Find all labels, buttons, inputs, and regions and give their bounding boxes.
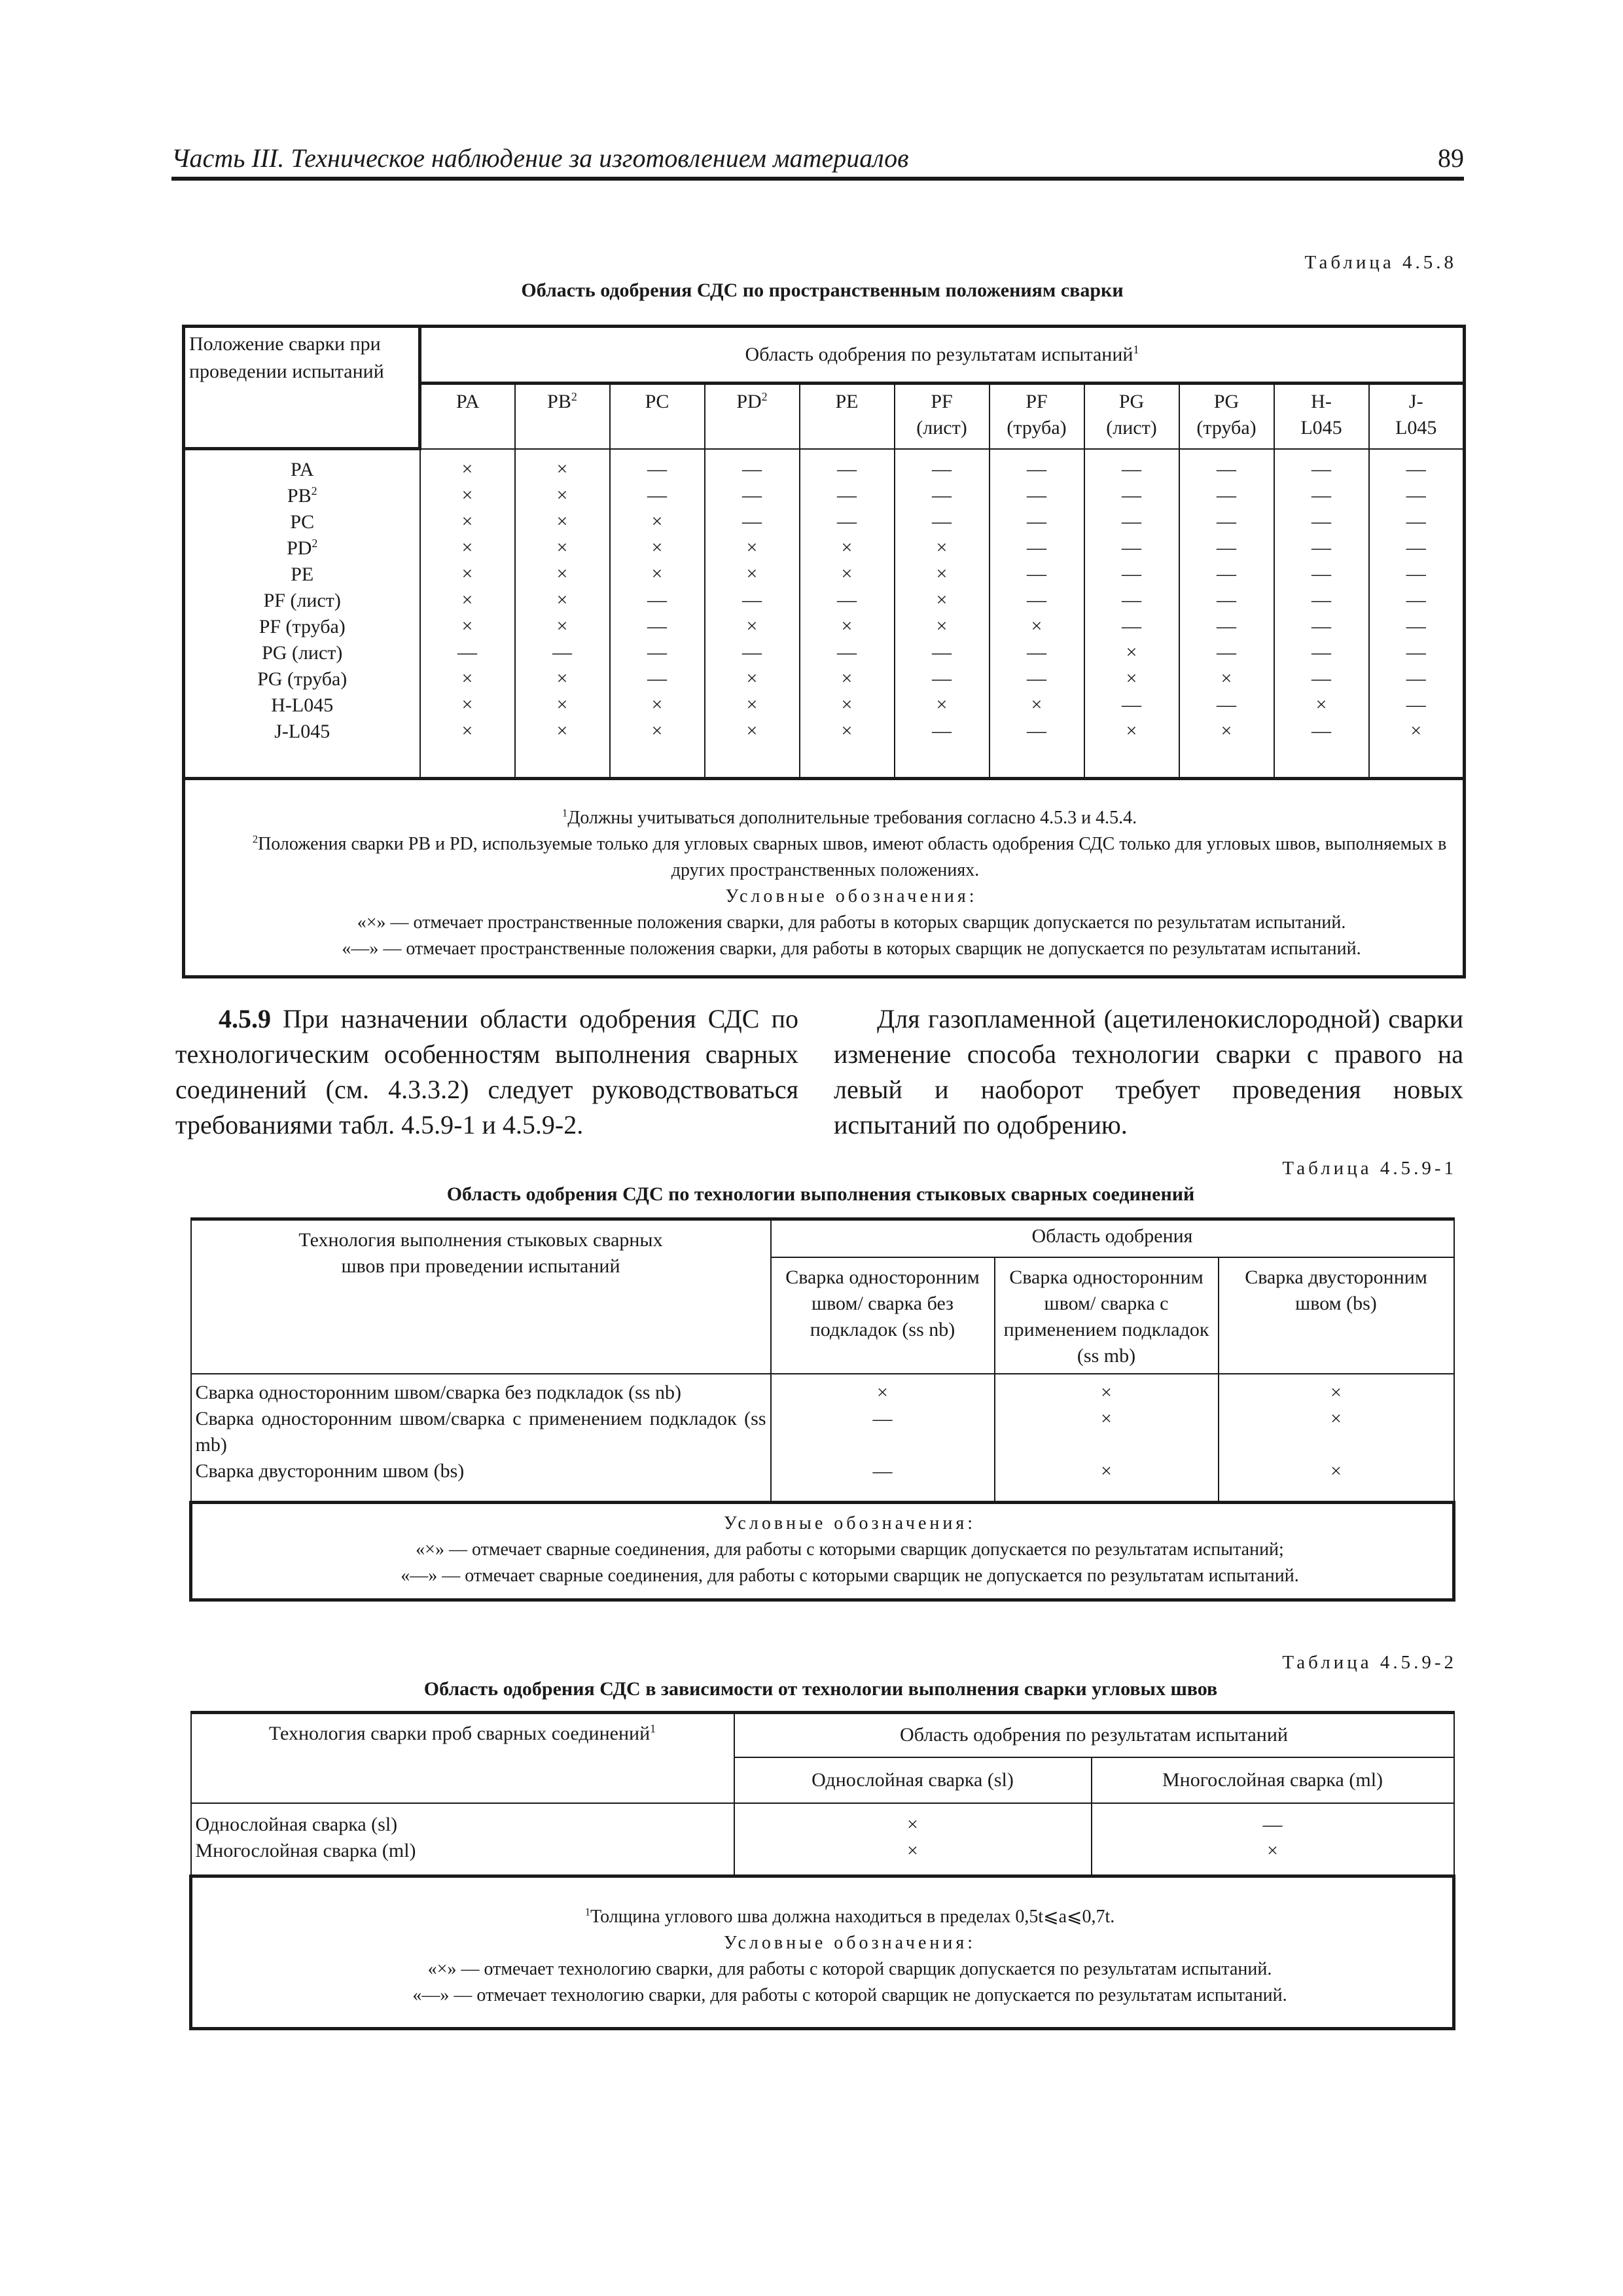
col-head-10 — [1369, 384, 1465, 449]
col-head-9 — [1274, 384, 1369, 449]
mark-cell: × — [1031, 615, 1043, 637]
row-label — [189, 692, 416, 719]
mark-cell: × — [841, 562, 853, 584]
mark-cell: × — [746, 562, 758, 584]
mark-cell: × — [936, 588, 948, 611]
row-label — [189, 614, 416, 640]
mark-cell: × — [651, 719, 663, 742]
mark-cell: × — [841, 719, 853, 742]
marks-col-ml — [1092, 1803, 1454, 1876]
table-4-5-9-1-notes — [191, 1503, 1454, 1600]
mark-cell: — — [1406, 588, 1426, 611]
legend-title: Условные обозначения: — [723, 1513, 976, 1534]
mark-cell: — — [1311, 641, 1331, 663]
mark-cell: — — [932, 510, 952, 532]
mark-cell: — — [1406, 615, 1426, 637]
col-head-main: PB — [547, 391, 571, 412]
col-head-ss-nb: Сварка односторонним швом/ сварка без подкладок (ss nb) — [771, 1257, 995, 1374]
mark: × — [1330, 1381, 1342, 1403]
mark-cell: — — [1027, 588, 1046, 611]
col-head-sup: 2 — [761, 390, 768, 403]
col-head-main: J- — [1408, 391, 1423, 412]
mark: × — [1101, 1381, 1112, 1403]
mark-cell: — — [1027, 641, 1046, 663]
row-label — [189, 640, 416, 666]
mark-cell: — — [1406, 510, 1426, 532]
legend-dash: «—» — отмечает сварные соединения, для работы с которыми сварщик не допускается по результатам испытаний. — [401, 1566, 1299, 1586]
mark-cell: — — [1406, 536, 1426, 558]
footnote-ref-1: 1 — [650, 1722, 656, 1735]
section-number: 4.5.9 — [219, 1004, 271, 1033]
mark-cell: × — [1315, 693, 1327, 715]
mark-cell: × — [746, 667, 758, 689]
mark-cell: — — [1217, 562, 1236, 584]
col-head-main: PC — [645, 391, 669, 412]
row-label — [189, 535, 416, 562]
mark-cell: — — [457, 641, 477, 663]
marks-col-ss-mb — [995, 1374, 1219, 1503]
marks-col-bs — [1219, 1374, 1454, 1503]
mark-cell: × — [461, 588, 473, 611]
rowhead-position: Положение сварки при проведении испытаний — [184, 327, 420, 449]
mark-cell: — — [742, 588, 762, 611]
mark-cell: × — [461, 719, 473, 742]
legend-title: Условные обозначения: — [723, 1933, 976, 1953]
col-head-1 — [515, 384, 610, 449]
table-4-5-8-title: Область одобрения СДС по пространственным положениям сварки — [521, 279, 1124, 301]
col-head-sup: 2 — [571, 390, 577, 403]
mark-cell: × — [1221, 719, 1232, 742]
row-label — [189, 509, 416, 535]
row-sl: Однослойная сварка (sl) — [195, 1813, 398, 1835]
marks-column-3 — [705, 449, 800, 779]
mark-cell: × — [746, 536, 758, 558]
marks-column-2 — [610, 449, 705, 779]
mark-cell: — — [1217, 588, 1236, 611]
footnote-mark-2: 2 — [252, 833, 259, 846]
row-labels-column — [184, 449, 420, 779]
col-head-main: PA — [455, 391, 480, 412]
mark-cell: — — [1122, 510, 1141, 532]
rowhead-butt-technology: Технология выполнения стыковых сварных швов при проведении испытаний — [191, 1219, 771, 1374]
paragraph-gas-welding: Для газопламенной (ацетиленокислородной) сварки изменение способа технологии сварки с правого на левый и наоборот требует проведения новых испытаний по одобрению. — [834, 1004, 1463, 1139]
mark-cell: × — [461, 615, 473, 637]
row-label — [189, 457, 416, 483]
mark-cell: × — [556, 615, 568, 637]
mark-cell: — — [932, 457, 952, 480]
col-head-4 — [800, 384, 895, 449]
mark-cell: × — [556, 457, 568, 480]
col-head-7 — [1084, 384, 1179, 449]
mark-cell: × — [1126, 719, 1137, 742]
table-4-5-9-1-number: Таблица 4.5.9-1 — [1282, 1158, 1457, 1179]
col-head-0 — [420, 384, 515, 449]
table-4-5-9-2-title: Область одобрения СДС в зависимости от технологии выполнения сварки угловых швов — [423, 1678, 1218, 1700]
mark-cell: — — [1217, 615, 1236, 637]
page-number: 89 — [1438, 143, 1464, 173]
mark-cell: — — [1122, 693, 1141, 715]
mark-cell: × — [556, 484, 568, 506]
mark-cell: — — [647, 457, 667, 480]
col-head-main: PE — [835, 391, 859, 412]
mark-cell: — — [1311, 719, 1331, 742]
mark-cell: × — [556, 588, 568, 611]
mark-cell: — — [1311, 667, 1331, 689]
mark-cell: × — [461, 510, 473, 532]
row-label — [189, 666, 416, 692]
mark-cell: × — [841, 693, 853, 715]
marks-column-10 — [1369, 449, 1465, 779]
mark-cell: — — [1406, 484, 1426, 506]
mark-cell: — — [932, 667, 952, 689]
mark-cell: — — [1122, 484, 1141, 506]
mark-cell: — — [837, 510, 857, 532]
mark-cell: — — [1311, 484, 1331, 506]
colgroup-approval-area: Область одобрения — [771, 1219, 1454, 1257]
col-head-ml: Многослойная сварка (ml) — [1092, 1757, 1454, 1803]
mark-cell: × — [1126, 641, 1137, 663]
footnote-mark-1: 1 — [584, 1905, 591, 1918]
mark: × — [907, 1813, 918, 1835]
table-4-5-8-number: Таблица 4.5.8 — [1304, 252, 1457, 273]
row-label-text: PG (лист) — [262, 642, 343, 664]
row-label-sup: 2 — [312, 537, 318, 550]
mark: × — [1101, 1407, 1112, 1429]
mark-cell: — — [1027, 719, 1046, 742]
mark-cell: — — [742, 484, 762, 506]
mark-cell: — — [932, 484, 952, 506]
mark-cell: — — [1027, 562, 1046, 584]
mark-cell: — — [647, 667, 667, 689]
mark-cell: — — [647, 484, 667, 506]
col-head-main: PG — [1118, 391, 1145, 412]
mark-cell: × — [556, 562, 568, 584]
table-4-5-9-2 — [189, 1711, 1455, 2030]
header-rule — [171, 177, 1464, 181]
legend-cross: «×» — отмечает пространственные положения сварки, для работы в которых сварщик допускается по результатам испытаний. — [357, 912, 1346, 933]
col-head-sub: (лист) — [1106, 417, 1157, 439]
mark-cell: × — [556, 536, 568, 558]
row-label — [189, 719, 416, 745]
mark-cell: × — [936, 693, 948, 715]
colgroup-approval-text: Область одобрения по результатам испытаний — [745, 344, 1133, 365]
paragraph-4-5-9 — [175, 1001, 798, 1143]
row-label — [189, 588, 416, 614]
table-4-5-9-2-notes — [191, 1876, 1454, 2029]
mark-cell: — — [1217, 536, 1236, 558]
mark: — — [1262, 1813, 1283, 1835]
mark: × — [877, 1381, 888, 1403]
row-label-text: PE — [291, 564, 314, 585]
mark-cell: × — [936, 562, 948, 584]
col-head-3 — [705, 384, 800, 449]
mark-cell: — — [742, 510, 762, 532]
mark-cell: — — [1027, 667, 1046, 689]
rowhead-fillet-technology-text: Технология сварки проб сварных соединений — [268, 1723, 651, 1744]
mark-cell: — — [1406, 641, 1426, 663]
mark-cell: — — [647, 641, 667, 663]
mark-cell: — — [1406, 562, 1426, 584]
legend-dash: «—» — отмечает пространственные положения сварки, для работы в которых сварщик не допускается по результатам испытаний. — [342, 939, 1361, 959]
row-label-text: PC — [290, 511, 315, 533]
mark-cell: — — [552, 641, 572, 663]
mark-cell: — — [837, 484, 857, 506]
mark-cell: — — [837, 457, 857, 480]
row-label-text: PB — [287, 485, 312, 507]
marks-column-9 — [1274, 449, 1369, 779]
mark-cell: — — [1217, 457, 1236, 480]
mark-cell: — — [1311, 588, 1331, 611]
mark-cell: × — [461, 562, 473, 584]
mark-cell: × — [841, 667, 853, 689]
mark-cell: × — [936, 615, 948, 637]
mark-cell: — — [1311, 457, 1331, 480]
col-head-sub: (лист) — [916, 417, 967, 439]
mark-cell: × — [651, 510, 663, 532]
row-label — [189, 483, 416, 509]
mark-cell: — — [1122, 457, 1141, 480]
mark-cell: × — [746, 719, 758, 742]
row-ss-mb: Сварка односторонним швом/сварка с применением подкладок (ss mb) — [195, 1407, 766, 1456]
mark-cell: — — [742, 457, 762, 480]
mark-cell: × — [556, 719, 568, 742]
mark-cell: × — [1410, 719, 1422, 742]
rowlabels-fillet — [191, 1803, 734, 1876]
row-label-text: PF (лист) — [263, 590, 341, 611]
table-4-5-8-notes — [184, 779, 1465, 977]
legend-cross: «×» — отмечает сварные соединения, для работы с которыми сварщик допускается по результатам испытаний; — [416, 1539, 1284, 1560]
col-head-main: PF — [931, 391, 953, 412]
mark-cell: — — [837, 588, 857, 611]
col-head-sub: L045 — [1300, 417, 1342, 439]
mark-cell: × — [841, 615, 853, 637]
paragraph-4-5-9-text: При назначении области одобрения СДС по технологическим особенностям выполнения сварных соединений (см. 4.3.3.2) следует руководствоваться требованиями табл. 4.5.9-1 и 4.5.9-2. — [175, 1004, 798, 1139]
mark-cell: — — [1311, 510, 1331, 532]
mark-cell: × — [461, 484, 473, 506]
mark-cell: × — [556, 693, 568, 715]
mark: × — [1267, 1839, 1278, 1861]
footnote-1: Должны учитываться дополнительные требования согласно 4.5.3 и 4.5.4. — [567, 808, 1137, 828]
mark-cell: — — [1027, 510, 1046, 532]
mark: — — [872, 1460, 893, 1482]
marks-column-6 — [990, 449, 1084, 779]
mark-cell: — — [1311, 615, 1331, 637]
col-head-5 — [895, 384, 990, 449]
table-4-5-9-1-title: Область одобрения СДС по технологии выполнения стыковых сварных соединений — [446, 1183, 1195, 1205]
mark-cell: — — [1311, 562, 1331, 584]
colgroup-approval — [420, 327, 1465, 384]
mark-cell: × — [461, 667, 473, 689]
col-head-sub: (труба) — [1007, 417, 1067, 439]
col-head-main: PD — [736, 391, 762, 412]
col-head-main: H- — [1311, 391, 1332, 412]
rowlabels-butt — [191, 1374, 771, 1503]
marks-column-8 — [1179, 449, 1274, 779]
footnote-mark-1: 1 — [562, 806, 568, 819]
row-ml: Многослойная сварка (ml) — [195, 1839, 416, 1861]
mark-cell: — — [932, 641, 952, 663]
mark-cell: — — [742, 641, 762, 663]
row-label-text: PA — [290, 459, 314, 480]
col-head-ss-mb: Сварка односторонним швом/ сварка с применением подкладок (ss mb) — [995, 1257, 1219, 1374]
marks-column-5 — [895, 449, 990, 779]
mark-cell: — — [1217, 510, 1236, 532]
mark-cell: — — [1122, 562, 1141, 584]
mark-cell: × — [461, 457, 473, 480]
row-ss-nb: Сварка односторонним швом/сварка без подкладок (ss nb) — [195, 1381, 681, 1403]
table-4-5-9-2-number: Таблица 4.5.9-2 — [1282, 1652, 1457, 1673]
running-header-title: Часть III. Техническое наблюдение за изготовлением материалов — [171, 143, 909, 173]
col-head-sub: L045 — [1395, 417, 1437, 439]
mark-cell: — — [932, 719, 952, 742]
mark-cell: — — [1122, 588, 1141, 611]
footnote-2: Положения сварки PB и PD, используемые только для угловых сварных швов, имеют область одобрения СДС только для угловых швов, выполняемых в других пространственных положениях. — [258, 834, 1447, 880]
rowhead-fillet-technology — [191, 1713, 734, 1803]
row-bs: Сварка двусторонним швом (bs) — [195, 1460, 465, 1482]
mark-cell: × — [936, 536, 948, 558]
marks-col-sl — [734, 1803, 1092, 1876]
mark-cell: × — [841, 536, 853, 558]
row-label-sup: 2 — [311, 484, 317, 497]
row-label-text: PG (труба) — [257, 668, 348, 690]
colgroup-approval-results: Область одобрения по результатам испытаний — [734, 1713, 1454, 1757]
col-head-8 — [1179, 384, 1274, 449]
legend-dash: «—» — отмечает технологию сварки, для работы с которой сварщик не допускается по результатам испытаний. — [412, 1985, 1287, 2005]
mark-cell: — — [647, 588, 667, 611]
marks-column-4 — [800, 449, 895, 779]
marks-column-1 — [515, 449, 610, 779]
mark-cell: × — [1221, 667, 1232, 689]
legend-cross: «×» — отмечает технологию сварки, для работы с которой сварщик допускается по результатам испытаний. — [427, 1959, 1272, 1979]
marks-col-ss-nb — [771, 1374, 995, 1503]
mark-cell: — — [1406, 457, 1426, 480]
mark-cell: × — [1031, 693, 1043, 715]
col-head-2 — [610, 384, 705, 449]
mark-cell: × — [651, 562, 663, 584]
col-head-main: PF — [1026, 391, 1048, 412]
footnote-1: Толщина углового шва должна находиться в пределах 0,5t⩽a⩽0,7t. — [590, 1907, 1115, 1927]
mark: × — [1330, 1460, 1342, 1482]
mark-cell: × — [461, 536, 473, 558]
mark-cell: — — [1217, 484, 1236, 506]
mark: × — [1101, 1460, 1112, 1482]
mark: × — [907, 1839, 918, 1861]
mark-cell: — — [1406, 667, 1426, 689]
col-head-sl: Однослойная сварка (sl) — [734, 1757, 1092, 1803]
table-4-5-9-1 — [189, 1217, 1455, 1602]
mark-cell: — — [1217, 693, 1236, 715]
mark-cell: × — [1126, 667, 1137, 689]
legend-title: Условные обозначения: — [725, 886, 978, 906]
marks-row — [184, 449, 1465, 779]
row-label-text: PD — [287, 537, 312, 559]
mark-cell: — — [1122, 615, 1141, 637]
mark-cell: — — [1122, 536, 1141, 558]
mark-cell: × — [746, 693, 758, 715]
col-head-main: PG — [1213, 391, 1240, 412]
mark-cell: — — [1217, 641, 1236, 663]
col-head-bs: Сварка двусторонним швом (bs) — [1219, 1257, 1454, 1374]
mark-cell: × — [556, 510, 568, 532]
table-4-5-8 — [182, 325, 1466, 978]
mark-cell: — — [1027, 536, 1046, 558]
col-head-sub: (труба) — [1196, 417, 1257, 439]
mark-cell: × — [651, 536, 663, 558]
mark-cell: — — [1027, 457, 1046, 480]
mark-cell: — — [647, 615, 667, 637]
mark-cell: × — [556, 667, 568, 689]
mark-cell: — — [1406, 693, 1426, 715]
col-head-6 — [990, 384, 1084, 449]
mark-cell: — — [1311, 536, 1331, 558]
mark: × — [1330, 1407, 1342, 1429]
marks-column-7 — [1084, 449, 1179, 779]
mark-cell: × — [461, 693, 473, 715]
row-label-text: H-L045 — [271, 694, 334, 716]
mark-cell: — — [837, 641, 857, 663]
mark-cell: × — [746, 615, 758, 637]
marks-column-0 — [420, 449, 515, 779]
row-label — [189, 562, 416, 588]
row-label-text: J-L045 — [274, 721, 330, 742]
mark-cell: × — [651, 693, 663, 715]
mark: — — [872, 1407, 893, 1429]
row-label-text: PF (труба) — [259, 616, 346, 637]
mark-cell: — — [1027, 484, 1046, 506]
footnote-ref-1: 1 — [1133, 343, 1139, 356]
